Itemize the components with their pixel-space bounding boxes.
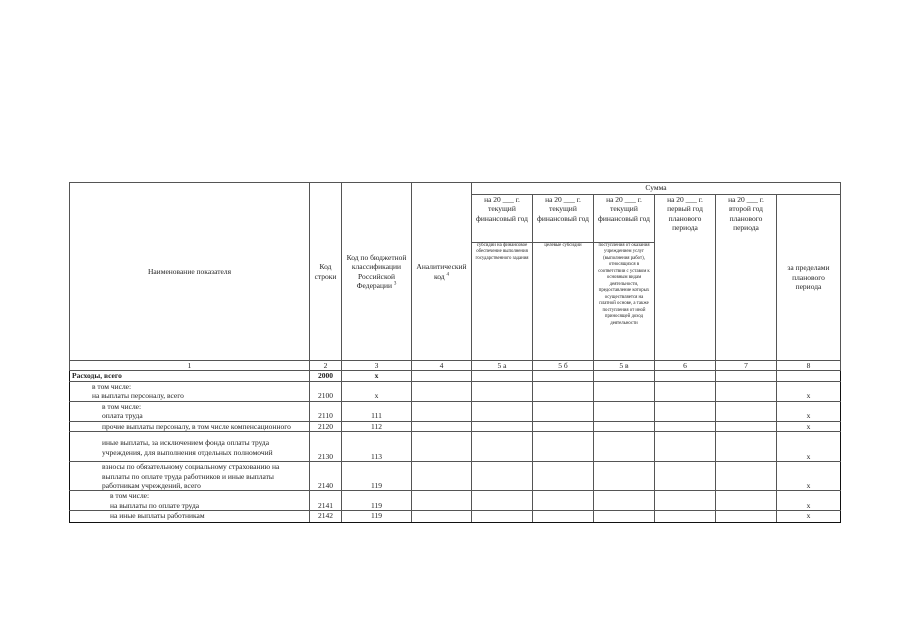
column-numbers-row: 1 2 3 4 5 а 5 б 5 в 6 7 8 xyxy=(70,361,841,371)
table-row: иные выплаты, за исключением фонда оплаты труда учреждения, для выполнения отдельных полномочий 2130 113 x xyxy=(70,432,841,462)
header-note-5a: субсидии на финансовое обеспечение выполнения государственного задания xyxy=(472,243,533,361)
header-budget-code: Код по бюджетной классификации Российской Федерации $^3$ xyxy=(342,183,412,361)
header-year-7: на 20 ___ г. второй год планового периода xyxy=(716,195,777,361)
table-row: в том числе: на выплаты персоналу, всего 2100 x x xyxy=(70,381,841,401)
expenses-table xyxy=(69,182,841,523)
header-indicator: Наименование показателя xyxy=(70,183,310,361)
table-row: в том числе: на выплаты по оплате труда 2141 119 x xyxy=(70,491,841,511)
header-analytic-code: Аналитический код $^4$ xyxy=(412,183,472,361)
header-year-5b: на 20 ___ г. текущий финансовый год xyxy=(533,195,594,243)
table-row: в том числе: оплата труда 2110 111 x xyxy=(70,401,841,421)
header-year-5a: на 20 ___ г. текущий финансовый год xyxy=(472,195,533,243)
table-row: взносы по обязательному социальному страхованию на выплаты по оплате труда работников и иные выплаты работникам учреждений, всего 2140 119 x xyxy=(70,462,841,491)
header-year-6: на 20 ___ г. первый год планового периода xyxy=(655,195,716,361)
table-row: на иные выплаты работникам 2142 119 x xyxy=(70,511,841,523)
table-row: прочие выплаты персоналу, в том числе компенсационного 2120 112 x xyxy=(70,421,841,431)
header-note-5b: целевые субсидии xyxy=(533,243,594,361)
table-row: Расходы, всего 2000 x xyxy=(70,371,841,381)
header-line-code: Код строки xyxy=(310,183,342,361)
header-year-5c: на 20 ___ г. текущий финансовый год xyxy=(594,195,655,243)
header-sum: Сумма xyxy=(472,183,841,195)
header-beyond: за пределами планового периода xyxy=(777,195,841,361)
header-note-5c: поступления от оказания учреждением услуг (выполнения работ), относящихся в соответствии с уставом к основным видам деятельности, предоставление которых осуществляется на платной основе, а также поступления от иной приносящей доход деятельности xyxy=(594,243,655,361)
